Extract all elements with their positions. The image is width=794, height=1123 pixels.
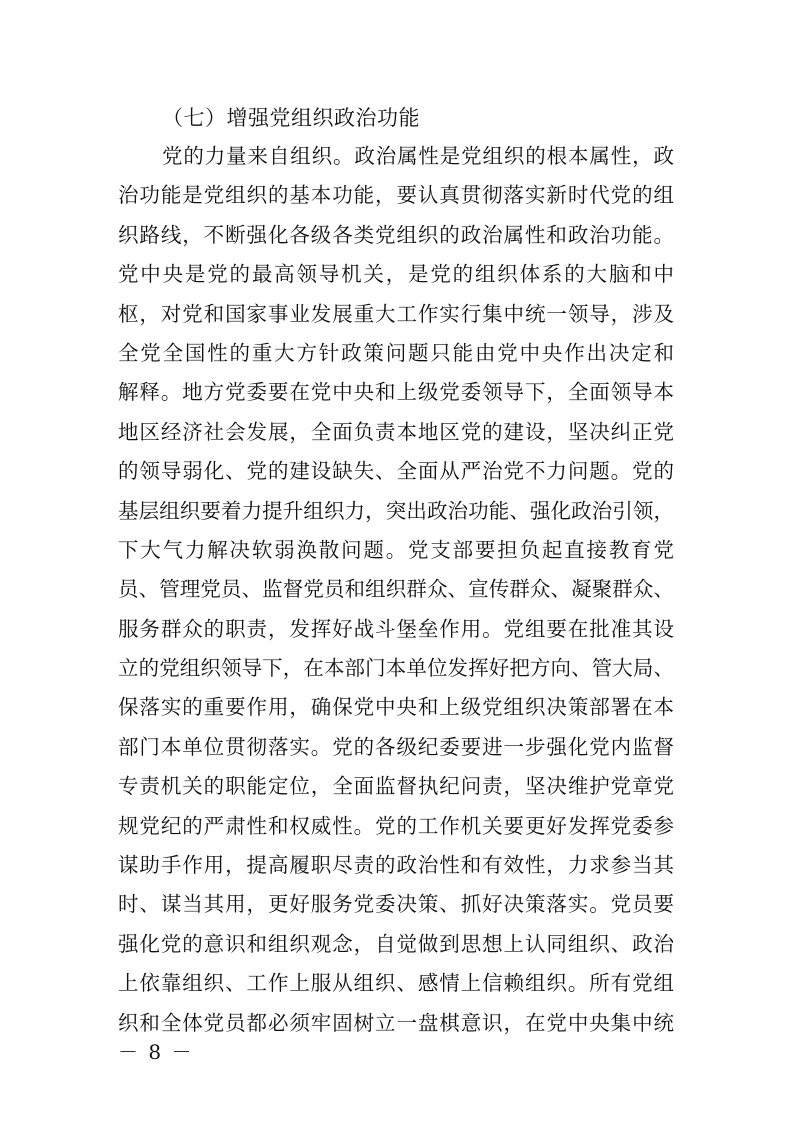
- paragraph-line: 立的党组织领导下，在本部门本单位发挥好把方向、管大局、: [118, 656, 674, 681]
- paragraph-line: 员、管理党员、监督党员和组织群众、宣传群众、凝聚群众、: [118, 577, 674, 602]
- document-content: [118, 99, 674, 1043]
- paragraph-line: 时、谋当其用，更好服务党委决策、抓好决策落实。党员要: [118, 892, 674, 917]
- paragraph-line: 枢，对党和国家事业发展重大工作实行集中统一领导，涉及: [118, 301, 674, 326]
- paragraph-line: 保落实的重要作用，确保党中央和上级党组织决策部署在本: [118, 695, 674, 720]
- paragraph-line: 党中央是党的最高领导机关，是党的组织体系的大脑和中: [118, 262, 674, 287]
- paragraph-line: 强化党的意识和组织观念，自觉做到思想上认同组织、政治: [118, 931, 674, 956]
- paragraph-line: 上依靠组织、工作上服从组织、感情上信赖组织。所有党组: [118, 971, 674, 996]
- paragraph-line: 专责机关的职能定位，全面监督执纪问责，坚决维护党章党: [118, 774, 674, 799]
- paragraph-line: 规党纪的严肃性和权威性。党的工作机关要更好发挥党委参: [118, 813, 674, 838]
- page-number: － 8 －: [118, 1040, 194, 1064]
- paragraph-line: 基层组织要着力提升组织力，突出政治功能、强化政治引领，: [118, 498, 674, 523]
- paragraph-line: 织路线，不断强化各级各类党组织的政治属性和政治功能。: [118, 222, 674, 247]
- section-heading: （七）增强党组织政治功能: [162, 106, 420, 130]
- paragraph-line: 地区经济社会发展，全面负责本地区党的建设，坚决纠正党: [118, 419, 674, 444]
- paragraph-line: 治功能是党组织的基本功能，要认真贯彻落实新时代党的组: [118, 183, 674, 208]
- paragraph-line: 部门本单位贯彻落实。党的各级纪委要进一步强化党内监督: [118, 734, 674, 759]
- paragraph-line: 党的力量来自组织。政治属性是党组织的根本属性，政: [162, 144, 674, 168]
- paragraph-line: 全党全国性的重大方针政策问题只能由党中央作出决定和: [118, 340, 674, 365]
- body-paragraph: [118, 137, 674, 1043]
- paragraph-line: 的领导弱化、党的建设缺失、全面从严治党不力问题。党的: [118, 459, 674, 484]
- paragraph-line: 谋助手作用，提高履职尽责的政治性和有效性，力求参当其: [118, 853, 674, 878]
- paragraph-line: 解释。地方党委要在党中央和上级党委领导下，全面领导本: [118, 380, 674, 405]
- paragraph-line: 服务群众的职责，发挥好战斗堡垒作用。党组要在批准其设: [118, 616, 674, 641]
- paragraph-line: 织和全体党员都必须牢固树立一盘棋意识，在党中央集中统: [118, 1010, 674, 1035]
- paragraph-line: 下大气力解决软弱涣散问题。党支部要担负起直接教育党: [118, 537, 674, 562]
